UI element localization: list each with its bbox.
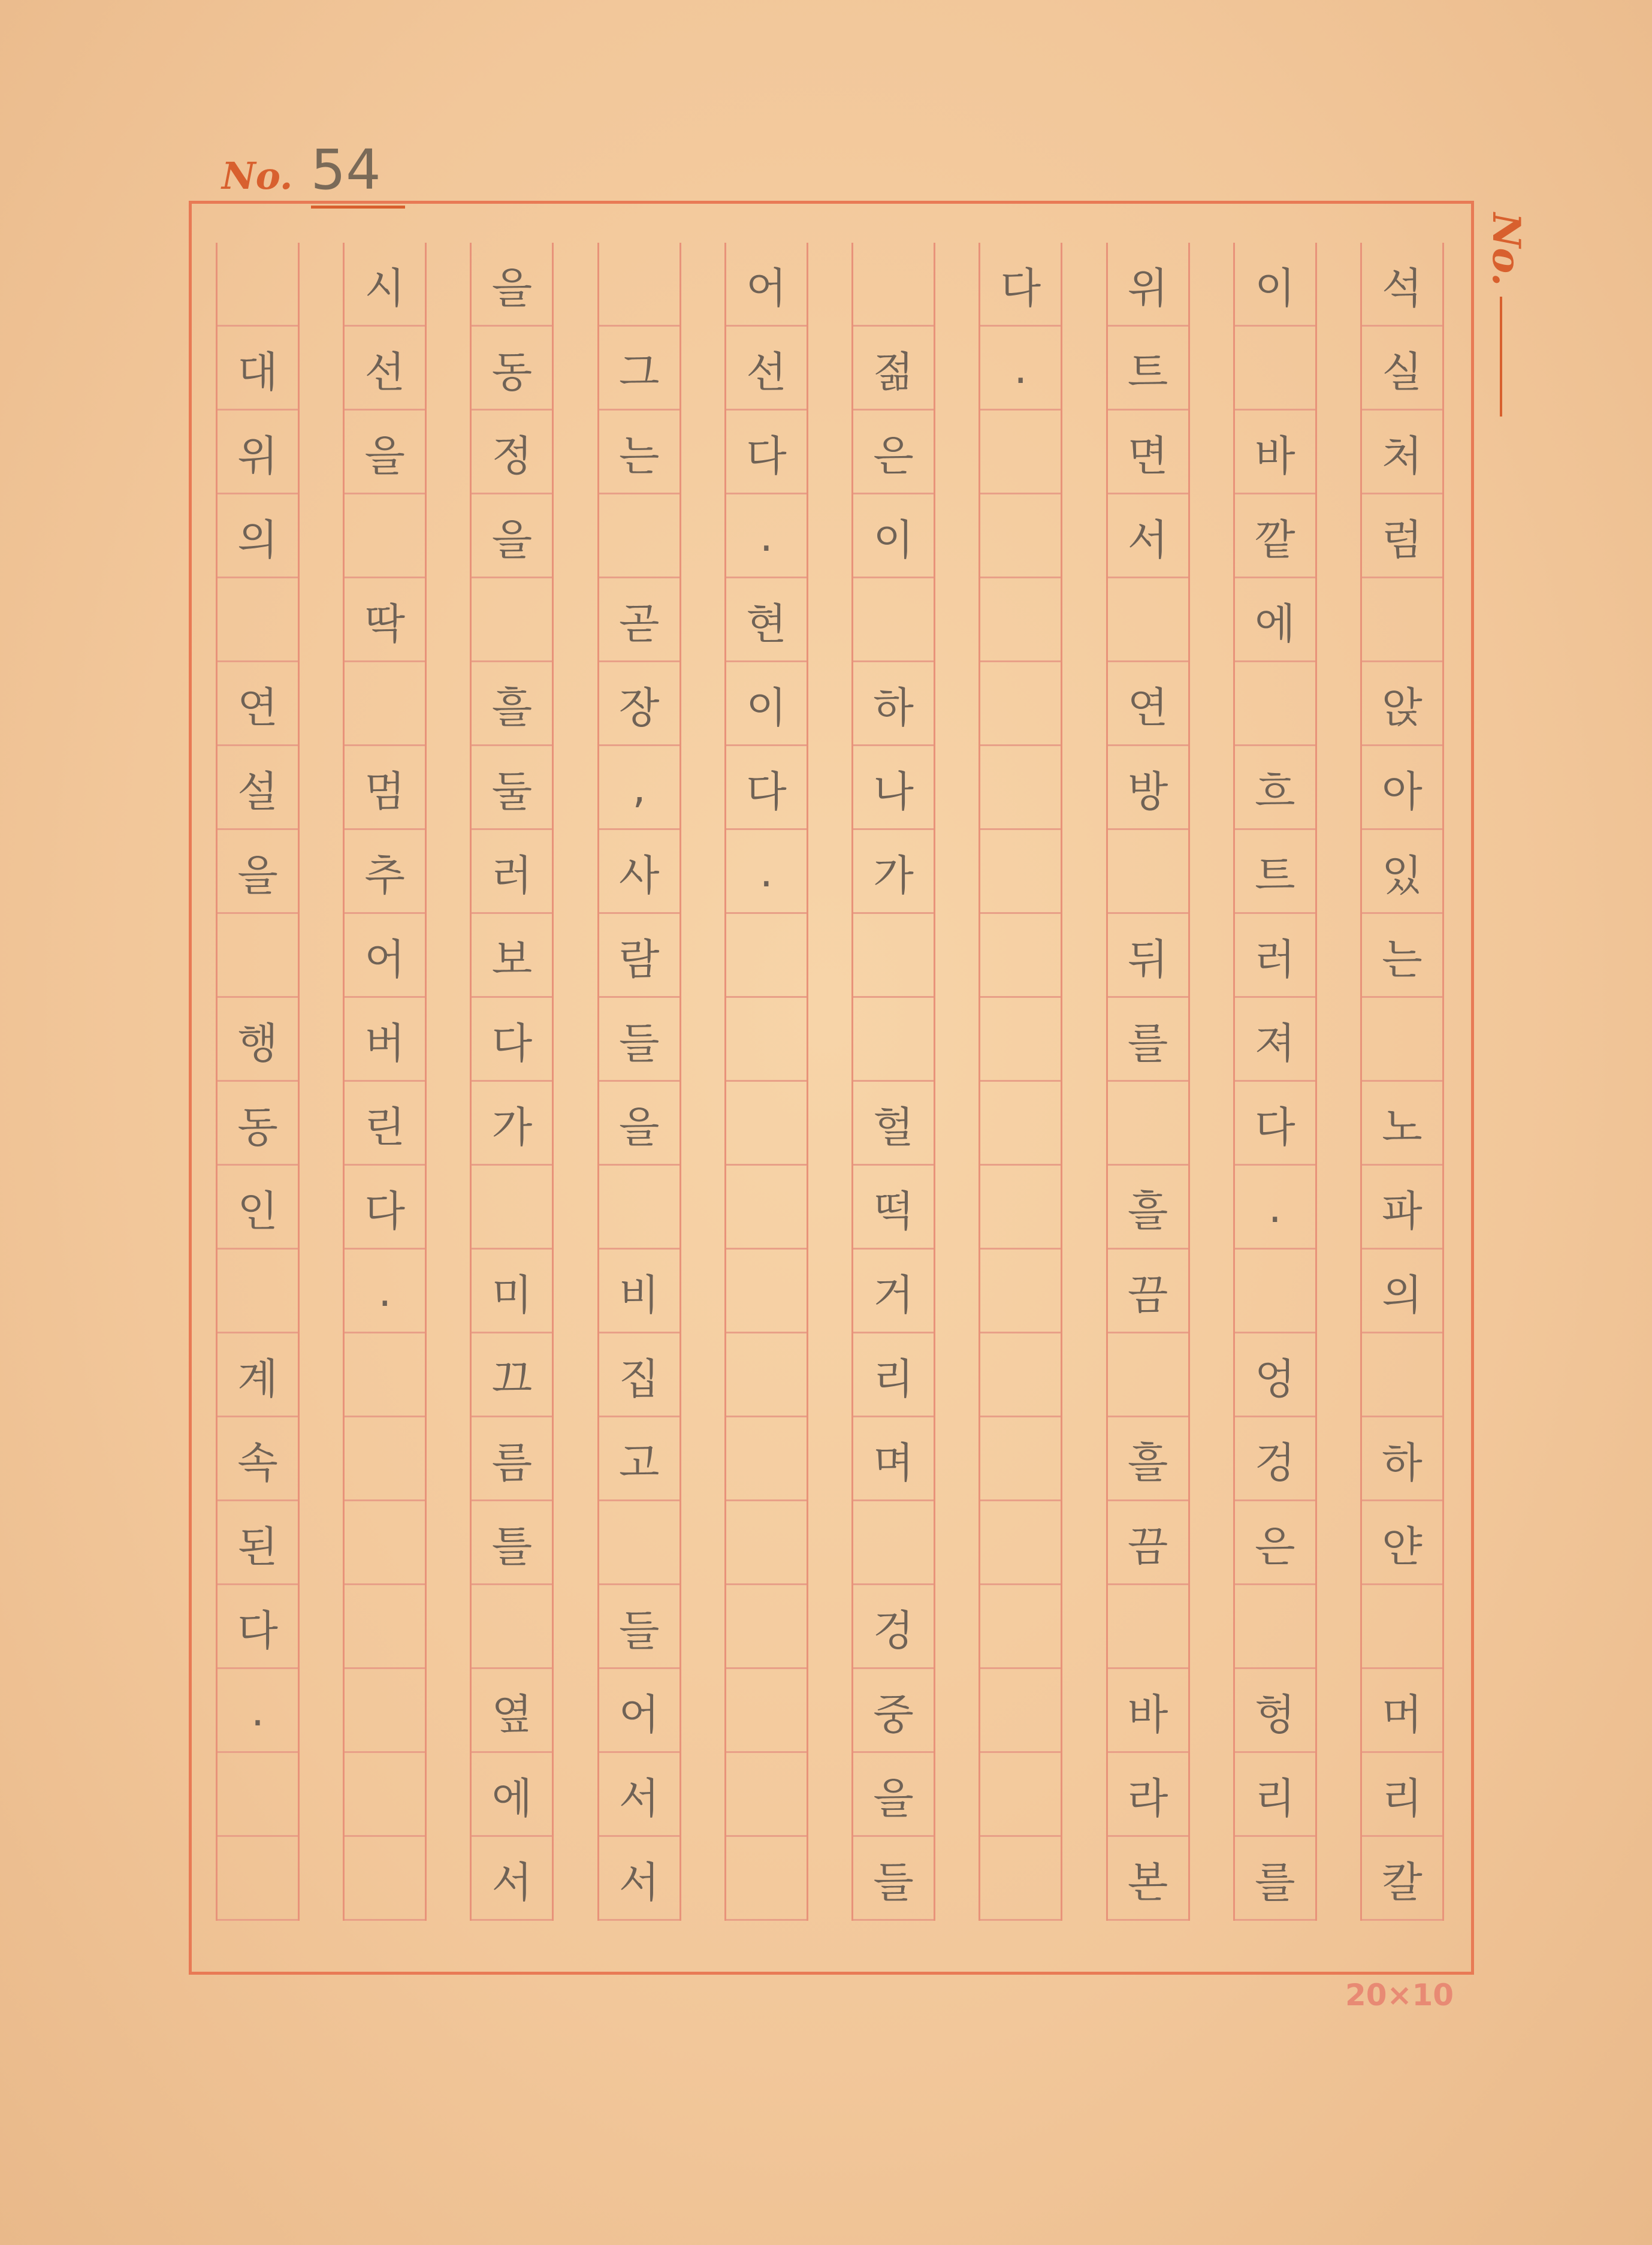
page-number-label: No. [222, 154, 293, 198]
manuscript-cell: 대 [237, 347, 278, 397]
manuscript-cell [218, 1250, 298, 1333]
manuscript-cell: 앉 [1382, 683, 1423, 732]
manuscript-cell: 선 [364, 347, 406, 397]
manuscript-cell [980, 746, 1061, 830]
manuscript-cell: 멈 [364, 767, 406, 816]
manuscript-cell: 시 [364, 263, 406, 313]
manuscript-cell [472, 1166, 552, 1250]
manuscript-cell: 트 [1254, 850, 1295, 900]
manuscript-cell [218, 1837, 298, 1921]
manuscript-cell: 를 [1127, 1018, 1168, 1068]
manuscript-cell: 사 [618, 850, 660, 900]
manuscript-cell: 라 [1127, 1773, 1168, 1823]
manuscript-cell [980, 998, 1061, 1082]
manuscript-cell: 이 [873, 515, 914, 565]
manuscript-cell: 은 [1254, 1522, 1295, 1571]
manuscript-cell [1108, 1585, 1188, 1669]
manuscript-cell: 끄 [491, 1354, 533, 1404]
manuscript-cell: 다 [746, 431, 787, 481]
manuscript-cell: 은 [873, 431, 914, 481]
manuscript-cell: 다 [1254, 1102, 1295, 1152]
manuscript-cell: 추 [364, 850, 406, 900]
manuscript-cell: 동 [237, 1102, 278, 1152]
manuscript-cell [980, 1333, 1061, 1417]
manuscript-cell: 연 [1127, 683, 1168, 732]
manuscript-cell: . [759, 847, 773, 897]
manuscript-cell: 어 [364, 934, 406, 984]
manuscript-cell [345, 1837, 425, 1921]
manuscript-cell [1362, 1585, 1442, 1669]
manuscript-cell [980, 1837, 1061, 1921]
manuscript-cell [980, 1753, 1061, 1837]
manuscript-cell [218, 243, 298, 327]
manuscript-cell: 의 [1382, 1270, 1423, 1320]
manuscript-cell: 위 [1127, 263, 1168, 313]
manuscript-cell [1362, 998, 1442, 1082]
manuscript-cell: 석 [1382, 263, 1423, 313]
manuscript-cell [1235, 327, 1315, 411]
manuscript-cell: 서 [491, 1857, 533, 1907]
manuscript-cell: 이 [746, 683, 787, 732]
manuscript-cell: 아 [1382, 767, 1423, 816]
manuscript-cell: 나 [873, 767, 914, 816]
manuscript-column [343, 243, 427, 1921]
manuscript-cell [980, 662, 1061, 746]
manuscript-cell [1108, 578, 1188, 662]
manuscript-cell: 버 [364, 1018, 406, 1068]
manuscript-cell [980, 578, 1061, 662]
manuscript-column [597, 243, 681, 1921]
manuscript-cell: 고 [618, 1438, 660, 1487]
manuscript-cell [1108, 830, 1188, 914]
manuscript-grid [216, 243, 1444, 1921]
manuscript-cell: 처 [1382, 431, 1423, 481]
manuscript-cell [980, 494, 1061, 578]
manuscript-cell: 며 [873, 1438, 914, 1487]
manuscript-column [1106, 243, 1190, 1921]
manuscript-cell [726, 1333, 807, 1417]
manuscript-cell: 리 [1382, 1773, 1423, 1823]
manuscript-cell: 들 [618, 1606, 660, 1655]
manuscript-cell: 름 [491, 1438, 533, 1487]
manuscript-cell: 면 [1127, 431, 1168, 481]
manuscript-cell [1108, 1082, 1188, 1166]
manuscript-cell [726, 1250, 807, 1333]
page-number [222, 138, 405, 202]
manuscript-cell [726, 1501, 807, 1585]
manuscript-cell: 러 [491, 850, 533, 900]
manuscript-column [470, 243, 554, 1921]
manuscript-cell: 에 [491, 1773, 533, 1823]
manuscript-cell [726, 1417, 807, 1501]
manuscript-column [851, 243, 935, 1921]
manuscript-cell: 을 [237, 850, 278, 900]
manuscript-cell: 끔 [1127, 1522, 1168, 1571]
manuscript-cell [853, 578, 934, 662]
manuscript-cell: 하 [873, 683, 914, 732]
manuscript-cell: 다 [364, 1186, 406, 1236]
manuscript-cell: 어 [618, 1689, 660, 1739]
manuscript-cell: 연 [237, 683, 278, 732]
manuscript-cell [980, 1250, 1061, 1333]
manuscript-cell [472, 1585, 552, 1669]
manuscript-cell [853, 998, 934, 1082]
manuscript-cell: 속 [237, 1438, 278, 1487]
manuscript-cell: 딱 [364, 599, 406, 648]
manuscript-cell: 헐 [873, 1102, 914, 1152]
manuscript-cell [726, 1082, 807, 1166]
manuscript-cell: 젊 [873, 347, 914, 397]
manuscript-cell: 을 [364, 431, 406, 481]
manuscript-cell: 설 [237, 767, 278, 816]
manuscript-cell: 가 [873, 850, 914, 900]
manuscript-cell [345, 1333, 425, 1417]
manuscript-cell: 겅 [873, 1606, 914, 1655]
manuscript-cell [599, 494, 679, 578]
manuscript-cell: 끔 [1127, 1270, 1168, 1320]
manuscript-cell: 어 [746, 263, 787, 313]
manuscript-cell: 미 [491, 1270, 533, 1320]
manuscript-cell [218, 1753, 298, 1837]
manuscript-cell: 집 [618, 1354, 660, 1404]
manuscript-cell: 된 [237, 1522, 278, 1571]
manuscript-cell: 리 [873, 1354, 914, 1404]
manuscript-cell [1108, 1333, 1188, 1417]
manuscript-cell: 겅 [1254, 1438, 1295, 1487]
manuscript-cell [345, 494, 425, 578]
manuscript-cell: 헝 [1254, 1689, 1295, 1739]
manuscript-cell: 바 [1254, 431, 1295, 481]
manuscript-cell [1235, 662, 1315, 746]
manuscript-cell: 흐 [1254, 767, 1295, 816]
manuscript-cell: 람 [618, 934, 660, 984]
manuscript-cell [726, 1585, 807, 1669]
manuscript-cell: . [250, 1686, 265, 1736]
manuscript-cell: 하 [1382, 1438, 1423, 1487]
manuscript-cell: 옆 [491, 1689, 533, 1739]
manuscript-cell [1362, 1333, 1442, 1417]
manuscript-cell: 계 [237, 1354, 278, 1404]
manuscript-cell: 트 [1127, 347, 1168, 397]
manuscript-cell [980, 1585, 1061, 1669]
manuscript-cell: . [1268, 1183, 1282, 1232]
manuscript-cell: 서 [618, 1773, 660, 1823]
side-number-label: No. [1484, 213, 1529, 286]
manuscript-cell [726, 1837, 807, 1921]
manuscript-cell [980, 914, 1061, 998]
manuscript-cell [345, 1417, 425, 1501]
manuscript-cell [980, 1082, 1061, 1166]
manuscript-cell: 린 [364, 1102, 406, 1152]
manuscript-cell: 가 [491, 1102, 533, 1152]
manuscript-cell: 을 [491, 263, 533, 313]
manuscript-cell [853, 243, 934, 327]
manuscript-cell [599, 243, 679, 327]
manuscript-cell: 비 [618, 1270, 660, 1320]
manuscript-cell: 에 [1254, 599, 1295, 648]
manuscript-cell: 다 [746, 767, 787, 816]
manuscript-cell: 머 [1382, 1689, 1423, 1739]
manuscript-cell: 는 [1382, 934, 1423, 984]
manuscript-cell: 바 [1127, 1689, 1168, 1739]
manuscript-cell [980, 830, 1061, 914]
manuscript-cell: 엉 [1254, 1354, 1295, 1404]
manuscript-cell: 동 [491, 347, 533, 397]
manuscript-column [724, 243, 808, 1921]
manuscript-cell [599, 1166, 679, 1250]
manuscript-cell: , [632, 764, 646, 813]
manuscript-cell [1235, 1585, 1315, 1669]
manuscript-cell: 져 [1254, 1018, 1295, 1068]
manuscript-cell [726, 914, 807, 998]
manuscript-cell: 방 [1127, 767, 1168, 816]
manuscript-cell: 을 [491, 515, 533, 565]
manuscript-cell [1235, 1250, 1315, 1333]
side-number-field [1483, 213, 1531, 417]
manuscript-cell: 흘 [491, 683, 533, 732]
paper-format-stamp: 20×10 [1345, 1978, 1454, 2012]
manuscript-cell [980, 1417, 1061, 1501]
manuscript-cell: 들 [873, 1857, 914, 1907]
manuscript-cell: 떡 [873, 1186, 914, 1236]
manuscript-cell: 곧 [618, 599, 660, 648]
manuscript-cell [980, 1166, 1061, 1250]
manuscript-cell: 흘 [1127, 1186, 1168, 1236]
manuscript-cell: 선 [746, 347, 787, 397]
manuscript-cell: 정 [491, 431, 533, 481]
manuscript-cell: 흘 [1127, 1438, 1168, 1487]
manuscript-cell: 뒤 [1127, 934, 1168, 984]
manuscript-cell: 인 [237, 1186, 278, 1236]
manuscript-cell [1362, 578, 1442, 662]
manuscript-cell: 본 [1127, 1857, 1168, 1907]
side-number-line [1500, 297, 1502, 417]
manuscript-cell: 서 [1127, 515, 1168, 565]
manuscript-cell: 의 [237, 515, 278, 565]
manuscript-cell: 이 [1254, 263, 1295, 313]
manuscript-cell: 러 [1254, 934, 1295, 984]
manuscript-cell [599, 1501, 679, 1585]
manuscript-cell [853, 1501, 934, 1585]
manuscript-cell: 보 [491, 934, 533, 984]
manuscript-cell: 리 [1254, 1773, 1295, 1823]
manuscript-column [1233, 243, 1317, 1921]
manuscript-column [216, 243, 300, 1921]
manuscript-cell: 위 [237, 431, 278, 481]
manuscript-cell: 다 [1000, 263, 1041, 313]
manuscript-cell: 중 [873, 1689, 914, 1739]
manuscript-cell: 칼 [1382, 1857, 1423, 1907]
manuscript-cell: 있 [1382, 850, 1423, 900]
manuscript-column [1360, 243, 1444, 1921]
manuscript-cell [726, 1753, 807, 1837]
manuscript-cell [345, 1753, 425, 1837]
manuscript-cell [980, 1501, 1061, 1585]
manuscript-cell [345, 1501, 425, 1585]
manuscript-cell: 를 [1254, 1857, 1295, 1907]
manuscript-cell: 는 [618, 431, 660, 481]
manuscript-cell: 을 [618, 1102, 660, 1152]
manuscript-cell [345, 1669, 425, 1753]
manuscript-cell: 깥 [1254, 515, 1295, 565]
manuscript-cell: 파 [1382, 1186, 1423, 1236]
manuscript-cell: 럼 [1382, 515, 1423, 565]
manuscript-cell: . [759, 512, 773, 561]
manuscript-cell [853, 914, 934, 998]
manuscript-column [978, 243, 1062, 1921]
manuscript-cell: 틀 [491, 1522, 533, 1571]
manuscript-cell: 노 [1382, 1102, 1423, 1152]
manuscript-cell [726, 1669, 807, 1753]
manuscript-cell [980, 1669, 1061, 1753]
manuscript-cell: 다 [491, 1018, 533, 1068]
manuscript-cell [345, 662, 425, 746]
manuscript-cell: . [1014, 344, 1028, 393]
manuscript-cell: 행 [237, 1018, 278, 1068]
manuscript-cell [726, 998, 807, 1082]
manuscript-cell: 얀 [1382, 1522, 1423, 1571]
manuscript-cell: 들 [618, 1018, 660, 1068]
manuscript-cell [472, 578, 552, 662]
manuscript-cell [345, 1585, 425, 1669]
manuscript-cell: 현 [746, 599, 787, 648]
manuscript-cell: 둘 [491, 767, 533, 816]
manuscript-cell [218, 578, 298, 662]
manuscript-cell: 서 [618, 1857, 660, 1907]
manuscript-cell: . [378, 1267, 392, 1316]
page-number-value: 54 [311, 138, 405, 209]
manuscript-cell: 실 [1382, 347, 1423, 397]
manuscript-cell: 을 [873, 1773, 914, 1823]
manuscript-cell: 그 [618, 347, 660, 397]
manuscript-cell: 거 [873, 1270, 914, 1320]
manuscript-cell [980, 411, 1061, 494]
manuscript-cell [726, 1166, 807, 1250]
manuscript-cell: 장 [618, 683, 660, 732]
manuscript-cell [218, 914, 298, 998]
manuscript-cell: 다 [237, 1606, 278, 1655]
